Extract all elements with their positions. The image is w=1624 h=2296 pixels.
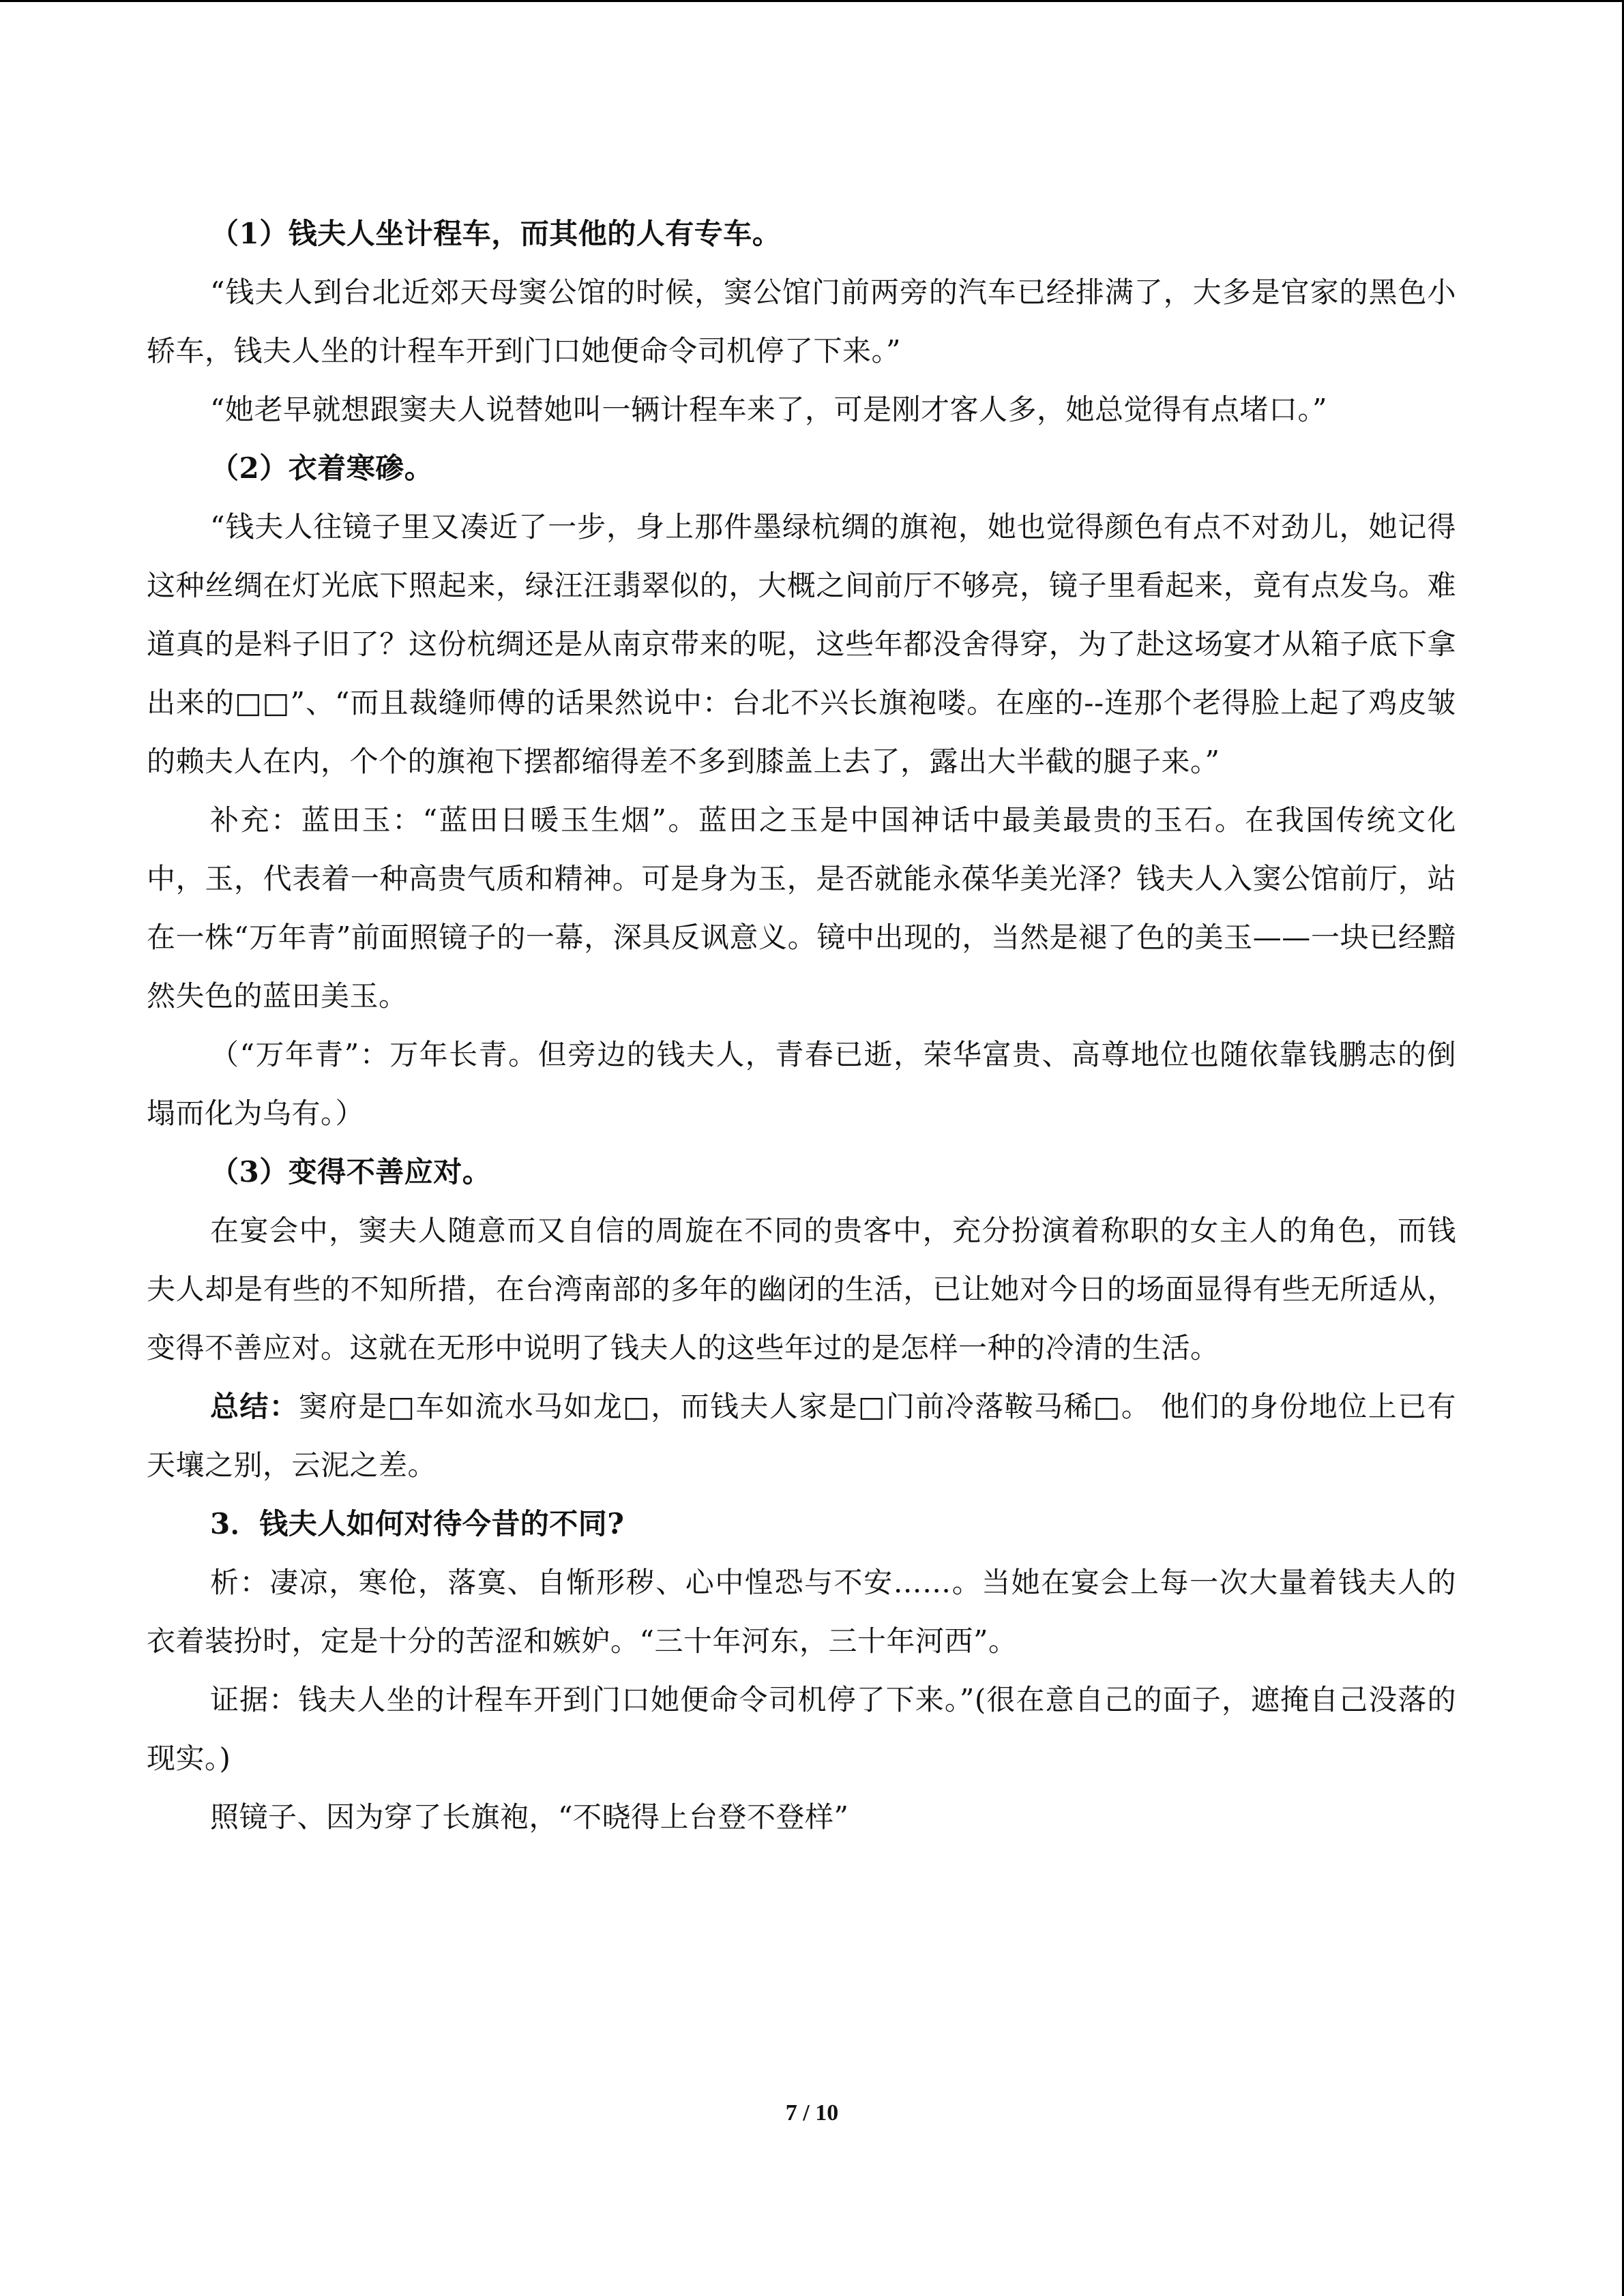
heading-clothing: （2）衣着寒碜。 [210,451,434,485]
paragraph-quote-arrival: “钱夫人到台北近郊天母窦公馆的时候，窦公馆门前两旁的汽车已经排满了，大多是官家的黑色小轿车，钱夫人坐的计程车开到门口她便命令司机停了下来。” [147,275,1456,368]
paragraph-quote-taxi: “她老早就想跟窦夫人说替她叫一辆计程车来了，可是刚才客人多，她总觉得有点堵口。” [210,393,1327,426]
paragraph-analysis: 析：凄凉，寒伧，落寞、自惭形秽、心中惶恐与不安……。当她在宴会上每一次大量着钱夫人的衣着装扮时，定是十分的苦涩和嫉妒。“三十年河东，三十年河西”。 [147,1566,1456,1658]
paragraph-banquet: 在宴会中，窦夫人随意而又自信的周旋在不同的贵客中，充分扮演着称职的女主人的角色，而钱夫人却是有些的不知所措，在台湾南部的多年的幽闭的生活，已让她对今日的场面显得有些无所适从，变得不善应对。这就在无形中说明了钱夫人的这些年过的是怎样一种的冷清的生活。 [147,1214,1456,1365]
paragraph-quote-mirror: “钱夫人往镜子里又凑近了一步，身上那件墨绿杭绸的旗袍，她也觉得颜色有点不对劲儿，她记得这种丝绸在灯光底下照起来，绿汪汪翡翠似的，大概之间前厅不够亮，镜子里看起来，竟有点发乌。难道真的是料子旧了？这份杭绸还是从南京带来的呢，这些年都没舍得穿，为了赴这场宴才从箱子底下拿出来的□□”、“而且裁缝师傅的话果然说中：台北不兴长旗袍喽。在座的--连那个老得脸上起了鸡皮皱的赖夫人在内，个个的旗袍下摆都缩得差不多到膝盖上去了，露出大半截的腿子来。” [147,510,1456,778]
heading-taxi: （1）钱夫人坐计程车，而其他的人有专车。 [210,217,782,250]
paragraph-evidence: 证据：钱夫人坐的计程车开到门口她便命令司机停了下来。”(很在意自己的面子，遮掩自己没落的现实。) [147,1683,1456,1775]
summary-label: 总结： [210,1390,299,1423]
paragraph-supplement: 补充：蓝田玉：“蓝田日暖玉生烟”。蓝田之玉是中国神话中最美最贵的玉石。在我国传统文化中，玉，代表着一种高贵气质和精神。可是身为玉，是否就能永葆华美光泽？钱夫人入窦公馆前厅，站在一株“万年青”前面照镜子的一幕，深具反讽意义。镜中出现的，当然是褪了色的美玉——一块已经黯然失色的蓝田美玉。 [147,803,1456,1013]
heading-awkward: （3）变得不善应对。 [210,1155,492,1189]
paragraph-mirror-note: 照镜子、因为穿了长旗袍，“不晓得上台登不登样” [210,1800,849,1834]
heading-question-3: 3．钱夫人如何对待今昔的不同? [210,1507,625,1540]
document-body [147,205,1456,1847]
page-number: 7 / 10 [785,2100,839,2126]
paragraph-summary [147,1377,1456,1495]
paragraph-evergreen: （“万年青”：万年长青。但旁边的钱夫人，青春已逝，荣华富贵、高尊地位也随依靠钱鹏志的倒塌而化为乌有。） [147,1038,1456,1130]
summary-text: 窦府是□车如流水马如龙□，而钱夫人家是□门前冷落鞍马稀□。 他们的身份地位上已有天壤之别，云泥之差。 [147,1390,1456,1482]
page-border-top [0,0,1624,2]
